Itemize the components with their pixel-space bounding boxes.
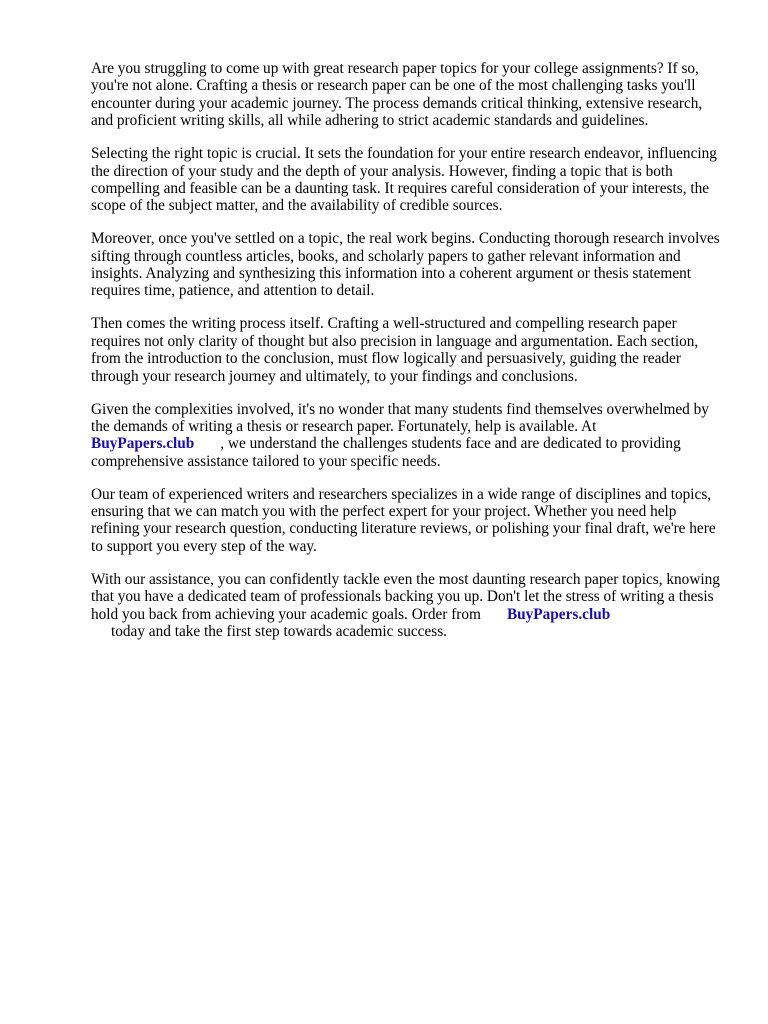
paragraph-topic-selection: Selecting the right topic is crucial. It sets the foundation for your entire research endeavor, influencing the direction of your study and the depth of your analysis. However, finding a topic that is both compelling and feasible can be a daunting task. It requires careful consideration of your interests, the scope of the subject matter, and the availability of credible sources.	[91, 145, 717, 215]
buypapers-link-1[interactable]: BuyPapers.club	[91, 435, 195, 453]
paragraph-help-text-after: , we understand the challenges students face and are dedicated to providing comprehensive assistance tailored to your specific needs.	[91, 435, 681, 470]
paragraph-order-text-before: With our assistance, you can confidently tackle even the most daunting research paper topics, knowing that you have a dedicated team of professionals backing you up. Don't let the stress of writing a thesis hold you back from achieving your academic goals. Order from	[91, 570, 720, 623]
paragraph-intro: Are you struggling to come up with great research paper topics for your college assignments? If so, you're not alone. Crafting a thesis or research paper can be one of the most challenging tasks you'll encounter during your academic journey. The process demands critical thinking, extensive research, and proficient writing skills, all while adhering to strict academic standards and guidelines.	[91, 60, 703, 130]
buypapers-link-2[interactable]: BuyPapers.club	[506, 605, 611, 623]
paragraph-team: Our team of experienced writers and researchers specializes in a wide range of disciplines and topics, ensuring that we can match you with the perfect expert for your project. Whether you need help refining your research question, conducting literature reviews, or polishing your final draft, we're here to support you every step of the way.	[91, 485, 716, 555]
paragraph-help-available	[91, 401, 723, 471]
paragraph-help-text-before: Given the complexities involved, it's no wonder that many students find themselves overwhelmed by the demands of writing a thesis or research paper. Fortunately, help is available. At	[91, 400, 709, 435]
document-body	[91, 60, 723, 656]
paragraph-order	[91, 571, 723, 641]
paragraph-order-text-after: today and take the first step towards academic success.	[111, 622, 447, 640]
paragraph-research: Moreover, once you've settled on a topic, the real work begins. Conducting thorough research involves sifting through countless articles, books, and scholarly papers to gather relevant information and insights. Analyzing and synthesizing this information into a coherent argument or thesis statement requires time, patience, and attention to detail.	[91, 230, 720, 300]
paragraph-writing-process: Then comes the writing process itself. Crafting a well-structured and compelling research paper requires not only clarity of thought but also precision in language and argumentation. Each section, from the introduction to the conclusion, must flow logically and persuasively, guiding the reader through your research journey and ultimately, to your findings and conclusions.	[91, 315, 699, 385]
